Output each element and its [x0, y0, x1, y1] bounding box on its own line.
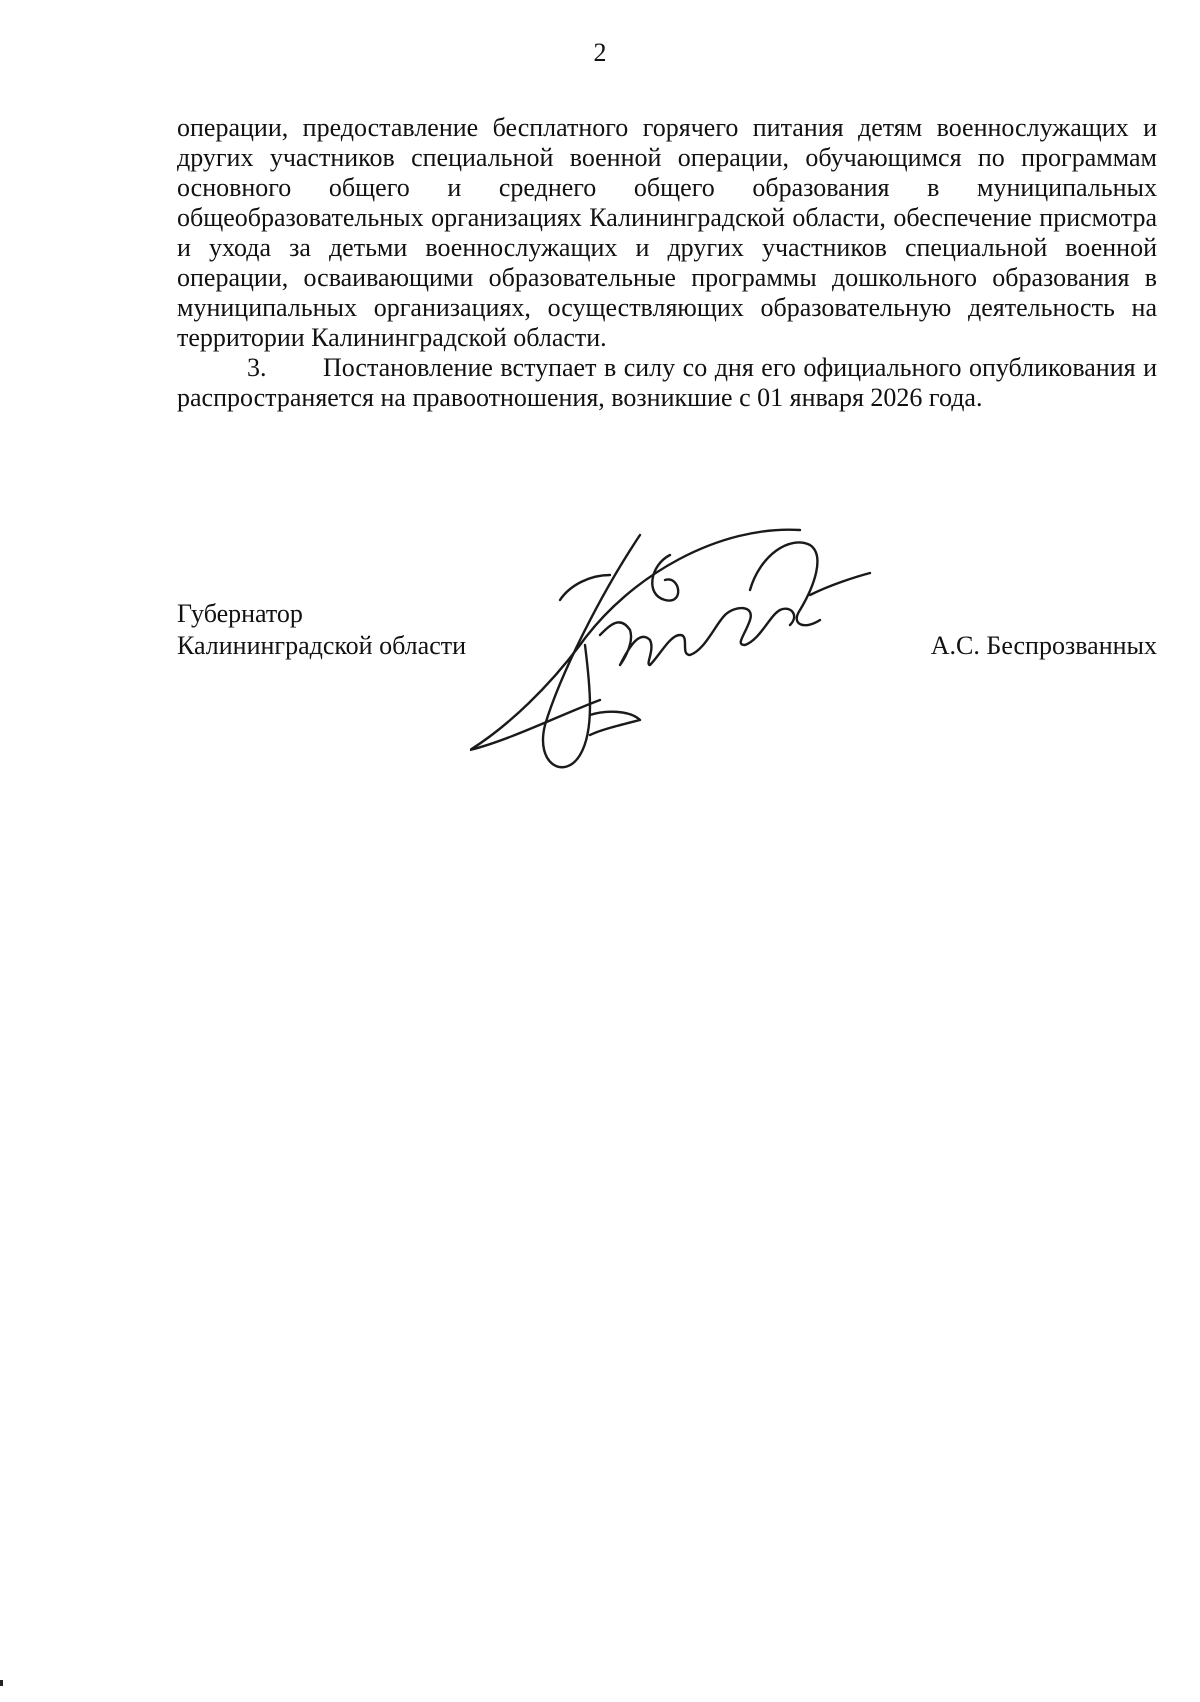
- scan-mark: [0, 1680, 3, 1686]
- page-number: 2: [593, 38, 607, 67]
- document-body: [177, 113, 1157, 413]
- signatory-title-line2: Калининградской области: [177, 631, 467, 660]
- clause-number: 3.: [247, 353, 267, 382]
- clause-text: Постановление вступает в силу со дня его официального опубликования и распространяется на правоотношения, возникшие с 01 января 2026 года.: [177, 353, 1157, 412]
- signatory-name: А.С. Беспрозванных: [930, 631, 1157, 660]
- signatory-title-line1: Губернатор: [177, 599, 303, 628]
- signature-block: [177, 598, 1157, 798]
- signatory-title: [177, 598, 466, 662]
- paragraph-clause-3: [177, 353, 1157, 413]
- paragraph-continuation: операции, предоставление бесплатного горячего питания детям военнослужащих и других участников специальной военной операции, обучающимся по программам основного общего и среднего общего образования в муниципальных общеобразовательных организациях Калининградской области, обеспечение присмотра и ухода за детьми военнослужащих и других участников специальной военной операции, осваивающими образовательные программы дошкольного образования в муниципальных организациях, осуществляющих образовательную деятельность на территории Калининградской области.: [177, 113, 1157, 352]
